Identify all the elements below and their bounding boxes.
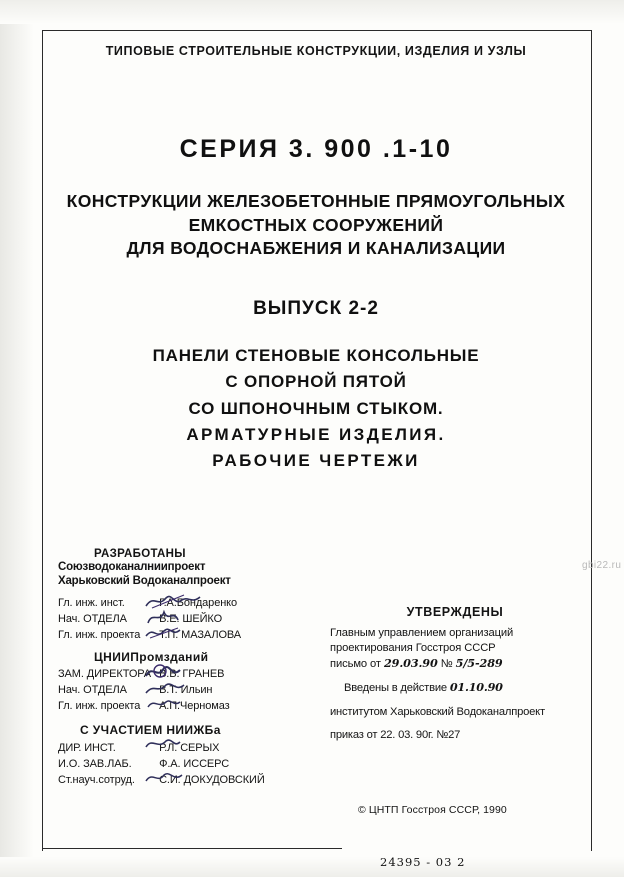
title-line-3: ДЛЯ ВОДОСНАБЖЕНИЯ И КАНАЛИЗАЦИИ bbox=[126, 238, 506, 259]
credit-row bbox=[58, 595, 358, 611]
credit-row bbox=[58, 666, 358, 682]
approval-letter-line bbox=[330, 656, 580, 672]
developers-group-2-heading: ЦНИИПромзданий bbox=[94, 650, 209, 665]
intro-line-2: институтом Харьковский Водоканалпроект bbox=[330, 705, 545, 718]
intro-date: 01.10.90 bbox=[449, 680, 503, 695]
credit-position: И.О. ЗАВ.ЛАБ. bbox=[58, 758, 132, 771]
title-line-1: КОНСТРУКЦИИ ЖЕЛЕЗОБЕТОННЫЕ ПРЯМОУГОЛЬНЫХ bbox=[66, 191, 566, 211]
approval-letter-number: 5/5-289 bbox=[455, 655, 503, 670]
watermark: gbi22.ru bbox=[582, 560, 622, 571]
intro-prefix: Введены в действие bbox=[344, 682, 447, 695]
scan-edge-bottom bbox=[0, 857, 624, 877]
intro-order-number: №27 bbox=[436, 729, 461, 742]
credit-position: Нач. ОТДЕЛА bbox=[58, 613, 127, 626]
credit-name: Т.П. МАЗАЛОВА bbox=[159, 629, 242, 642]
credit-row bbox=[58, 740, 358, 756]
document-title bbox=[42, 190, 590, 261]
credit-name: А.П.Черномаз bbox=[159, 700, 230, 713]
approval-line-2: проектирования Госстроя СССР bbox=[330, 641, 496, 654]
approval-letter-no-label: № bbox=[440, 657, 453, 670]
developer-org-1: Союзводоканалниипроект bbox=[58, 561, 206, 573]
developer-org-2: Харьковский Водоканалпроект bbox=[58, 575, 231, 588]
credit-position: ЗАМ. ДИРЕКТОРА bbox=[58, 668, 152, 681]
developers-group-3-heading: С УЧАСТИЕМ НИИЖБа bbox=[80, 723, 221, 738]
credit-row bbox=[58, 698, 358, 714]
title-line-2: ЕМКОСТНЫХ СООРУЖЕНИЙ bbox=[188, 214, 444, 235]
credit-position: Гл. инж. проекта bbox=[58, 629, 141, 642]
scan-edge-left bbox=[0, 0, 34, 877]
credit-row bbox=[58, 682, 358, 698]
intro-order-prefix: приказ от 22. 03. 90г. bbox=[330, 729, 434, 742]
developers-block bbox=[58, 548, 358, 788]
credit-position: Гл. инж. инст. bbox=[58, 597, 125, 610]
credit-name: В.Е. ШЕЙКО bbox=[159, 613, 223, 626]
credit-row bbox=[58, 756, 358, 772]
credit-name: С.И. ДОКУДОВСКИЙ bbox=[159, 774, 265, 787]
credit-row bbox=[58, 772, 358, 788]
subtitle-line-5: РАБОЧИЕ ЧЕРТЕЖИ bbox=[212, 451, 420, 471]
intro-line-1 bbox=[330, 680, 580, 696]
credit-row bbox=[58, 611, 358, 627]
credit-position: Гл. инж. проекта bbox=[58, 700, 141, 713]
credit-name: Ф.А. ИССЕРС bbox=[159, 758, 230, 771]
series-number: СЕРИЯ 3. 900 .1-10 bbox=[179, 135, 453, 163]
approval-letter-prefix: письмо от bbox=[330, 657, 381, 670]
credit-name: В.Т. Ильин bbox=[159, 684, 213, 697]
page-border-bottom bbox=[42, 848, 342, 849]
credit-position: ДИР. ИНСТ. bbox=[58, 742, 116, 755]
issue-number: ВЫПУСК 2-2 bbox=[253, 298, 379, 319]
subtitle-line-3: СО ШПОНОЧНЫМ СТЫКОМ. bbox=[188, 398, 444, 418]
credit-position: Ст.науч.сотруд. bbox=[58, 774, 135, 787]
document-number: 24395 - 03 2 bbox=[380, 855, 466, 869]
credit-name: В.В. ГРАНЕВ bbox=[159, 668, 225, 681]
credit-row bbox=[58, 627, 358, 643]
developers-heading: РАЗРАБОТАНЫ bbox=[94, 548, 186, 560]
approval-title: УТВЕРЖДЕНЫ bbox=[406, 605, 504, 619]
credit-name: Г.А.Бондаренко bbox=[159, 597, 238, 610]
document-subtitle bbox=[42, 343, 590, 475]
intro-line-3 bbox=[330, 728, 580, 743]
subtitle-line-4: АРМАТУРНЫЕ ИЗДЕЛИЯ. bbox=[186, 425, 446, 445]
subtitle-line-2: С ОПОРНОЙ ПЯТОЙ bbox=[225, 372, 407, 392]
approval-letter-date: 29.03.90 bbox=[383, 655, 438, 670]
copyright-notice: © ЦНТП Госстроя СССР, 1990 bbox=[358, 804, 507, 816]
approval-block bbox=[330, 605, 580, 743]
subtitle-line-1: ПАНЕЛИ СТЕНОВЫЕ КОНСОЛЬНЫЕ bbox=[152, 346, 480, 365]
scan-edge-top bbox=[0, 0, 624, 24]
approval-line-1: Главным управлением организаций bbox=[330, 627, 514, 639]
credit-position: Нач. ОТДЕЛА bbox=[58, 684, 127, 697]
document-header: ТИПОВЫЕ СТРОИТЕЛЬНЫЕ КОНСТРУКЦИИ, ИЗДЕЛИЯ И УЗЛЫ bbox=[105, 44, 527, 58]
credit-name: Р.Л. СЕРЫХ bbox=[159, 742, 220, 755]
